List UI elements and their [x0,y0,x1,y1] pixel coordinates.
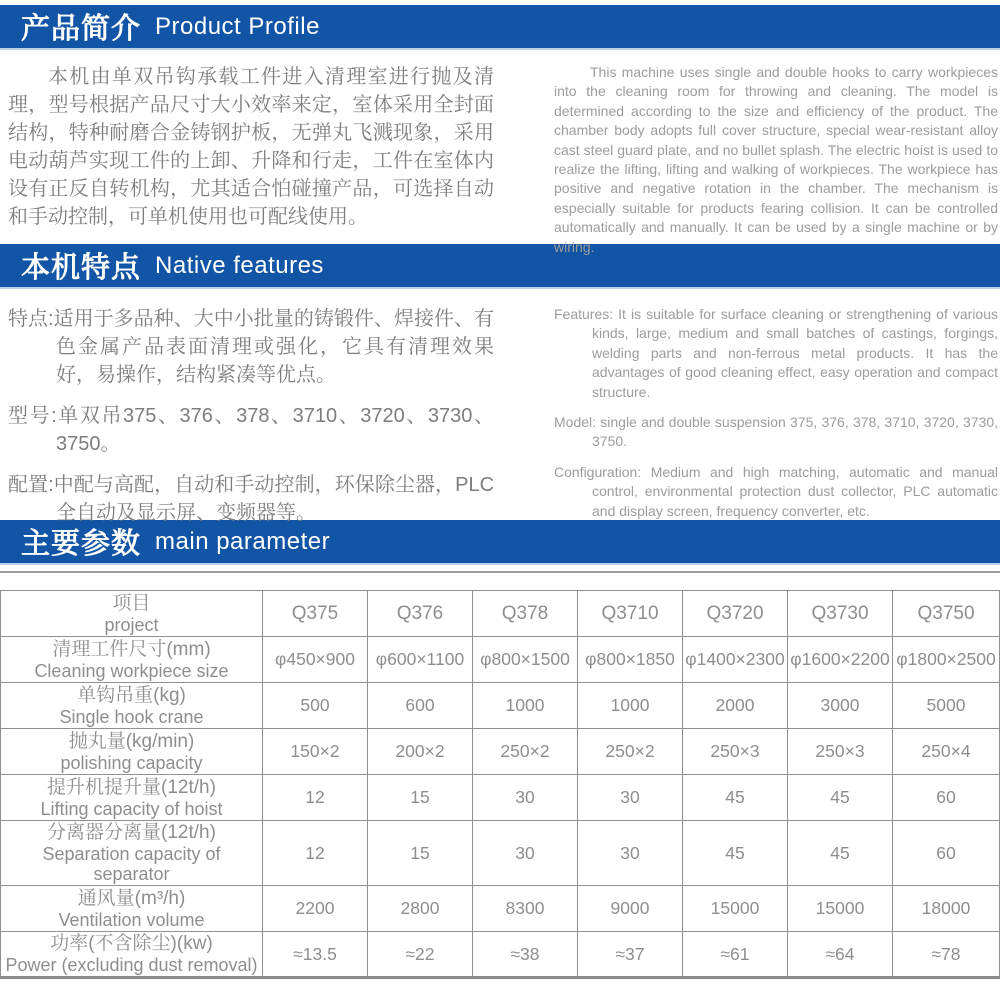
table-col-header: Q3710 [578,591,683,637]
table-cell: φ600×1100 [368,637,473,683]
table-header-row [1,591,1000,637]
section-title-en: Product Profile [155,12,320,40]
table-cell: 1000 [473,683,578,729]
parameters-table-body [1,637,1000,978]
parameters-table [0,590,1000,979]
table-cell: 15 [368,821,473,886]
table-cell: 30 [473,821,578,886]
table-row-label-zh: 通风量(m³/h) [77,887,186,909]
feature-label: Features: [554,306,614,322]
table-header-label-zh: 项目 [112,592,151,614]
section-header-product-profile [0,5,1000,50]
table-cell: 18000 [893,886,1000,932]
table-cell: φ800×1500 [473,637,578,683]
table-row-label-cell [1,729,263,775]
table-col-header: Q3720 [683,591,788,637]
feature-item-zh [8,402,494,458]
table-cell: 500 [263,683,368,729]
table-row [1,775,1000,821]
table-cell: 30 [473,775,578,821]
profile-text-english [554,63,1000,255]
table-row-label-en: Cleaning workpiece size [34,660,229,681]
feature-item-zh [8,305,494,389]
table-cell: 250×4 [893,729,1000,775]
feature-label: 特点: [8,308,54,330]
table-cell: ≈61 [683,932,788,978]
separator-line [0,571,1000,573]
feature-text: It is suitable for surface cleaning or strengthening of various kinds, large, medium and small batches of castings, forgings, welding parts and non-ferrous metal products. It has the advantages of good cleaning effect, easy operation and compact structure. [592,306,998,400]
table-row-label-zh: 抛丸量(kg/min) [68,730,195,752]
section-title-en: main parameter [155,527,331,555]
table-col-header: Q376 [368,591,473,637]
table-cell: φ1400×2300 [683,637,788,683]
table-row [1,683,1000,729]
section-title-en: Native features [155,251,324,279]
table-row-label-en: Lifting capacity of hoist [40,798,223,819]
table-cell: 1000 [578,683,683,729]
table-cell: φ450×900 [263,637,368,683]
table-row-label-en: polishing capacity [60,752,203,773]
feature-label: 型号: [8,405,57,427]
profile-text-chinese [0,63,494,244]
table-row-label-en: Power (excluding dust removal) [5,955,258,975]
table-row-label-en: Separation capacity of separator [42,844,221,884]
table-row-label-cell [1,886,263,932]
table-cell: φ1600×2200 [788,637,893,683]
table-cell: 15000 [788,886,893,932]
table-row-label-zh: 功率(不含除尘)(kw) [50,933,213,954]
table-header-label-cell [1,591,263,637]
table-cell: 600 [368,683,473,729]
feature-text: single and double suspension 375, 376, 378, 3710, 3720, 3730, 3750. [592,414,998,450]
native-features-body [0,289,1000,524]
table-cell: 2800 [368,886,473,932]
table-cell: 250×2 [473,729,578,775]
table-col-header: Q375 [263,591,368,637]
table-row-label-zh: 分离器分离量(12t/h) [47,822,216,843]
table-row-label-cell [1,683,263,729]
table-cell: 250×3 [788,729,893,775]
table-row-label-en: Ventilation volume [58,909,205,930]
table-cell: 15 [368,775,473,821]
table-row-label-cell [1,932,263,978]
table-cell: φ800×1850 [578,637,683,683]
feature-item-en [554,463,998,521]
feature-label: 配置: [8,474,54,496]
table-row-label-cell [1,775,263,821]
table-cell: 45 [683,775,788,821]
table-cell: 60 [893,775,1000,821]
section-title-zh: 主要参数 [21,528,142,560]
table-cell: 150×2 [263,729,368,775]
product-spec-page [0,5,1000,984]
table-cell: ≈64 [788,932,893,978]
feature-label: Model: [554,414,597,431]
table-cell: 30 [578,775,683,821]
table-row [1,821,1000,886]
table-row [1,886,1000,932]
table-col-header: Q378 [473,591,578,637]
table-row-label-zh: 清理工件尺寸(mm) [52,638,211,660]
table-row-label-zh: 单钩吊重(kg) [77,684,186,706]
table-col-header: Q3750 [893,591,1000,637]
table-cell: 2000 [683,683,788,729]
parameters-table-head [1,591,1000,637]
features-text-english [554,305,1000,520]
table-cell: ≈78 [893,932,1000,978]
feature-item-en [554,305,998,402]
table-row [1,932,1000,978]
table-cell: 8300 [473,886,578,932]
table-cell: 15000 [683,886,788,932]
section-title-zh: 产品简介 [21,13,142,45]
table-cell: 30 [578,821,683,886]
table-cell: 5000 [893,683,1000,729]
feature-text: 单双吊375、376、378、3710、3720、3730、3750。 [56,405,494,455]
table-cell: 2200 [263,886,368,932]
table-cell: 45 [788,775,893,821]
section-title-zh: 本机特点 [21,252,142,284]
features-text-chinese [0,305,495,524]
profile-paragraph-zh: 本机由单双吊钩承载工件进入清理室进行抛及清理，型号根据产品尺寸大小效率来定，室体采用全封面结构，特种耐磨合金铸钢护板，无弹丸飞溅现象，采用电动葫芦实现工件的上卸、升降和行走，工件在室体内设有正反自转机构，尤其适合怕碰撞产品，可选择自动和手动控制，可单机使用也可配线使用。 [8,66,494,228]
feature-label: Configuration: [554,463,642,480]
table-row-label-en: Single hook crane [59,706,204,727]
feature-text: 中配与高配，自动和手动控制，环保除尘器，PLC全自动及显示屏、变频器等。 [53,474,495,524]
table-cell: ≈38 [473,932,578,978]
table-cell: 250×3 [683,729,788,775]
feature-text: 适用于多品种、大中小批量的铸锻件、焊接件、有色金属产品表面清理或强化，它具有清理效果好，易操作，结构紧凑等优点。 [53,308,494,386]
feature-item-zh [8,471,494,527]
table-cell: 45 [683,821,788,886]
table-cell: 12 [263,775,368,821]
table-cell: ≈37 [578,932,683,978]
table-cell: 45 [788,821,893,886]
table-cell: 12 [263,821,368,886]
table-cell: 3000 [788,683,893,729]
table-col-header: Q3730 [788,591,893,637]
table-header-label-en: project [104,614,159,635]
table-cell: 9000 [578,886,683,932]
table-row-label-zh: 提升机提升量(12t/h) [47,776,216,798]
table-cell: ≈22 [368,932,473,978]
table-cell: ≈13.5 [263,932,368,978]
feature-text: Medium and high matching, automatic and manual control, environmental protection dust collector, PLC automatic and display screen, frequency converter, etc. [592,463,998,519]
profile-paragraph-en: This machine uses single and double hooks to carry workpieces into the cleaning room for throwing and cleaning. The model is determined according to the size and efficiency of the product. The chamber body adopts full cover structure, special wear-resistant alloy cast steel guard plate, and no bullet splash. The electric hoist is used to realize the lifting, lifting and walking of workpieces. The workpiece has positive and negative rotation in the chamber. The mechanism is especially suitable for products fearing collision. It can be controlled automatically and manually. It can be used by a single machine or by wiring. [554,64,998,255]
table-cell: 250×2 [578,729,683,775]
table-cell: φ1800×2500 [893,637,1000,683]
table-row-label-cell [1,637,263,683]
table-row-label-cell [1,821,263,886]
table-cell: 60 [893,821,1000,886]
feature-item-en [554,413,998,452]
table-row [1,729,1000,775]
table-row [1,637,1000,683]
table-cell: 200×2 [368,729,473,775]
product-profile-body [0,50,1000,255]
